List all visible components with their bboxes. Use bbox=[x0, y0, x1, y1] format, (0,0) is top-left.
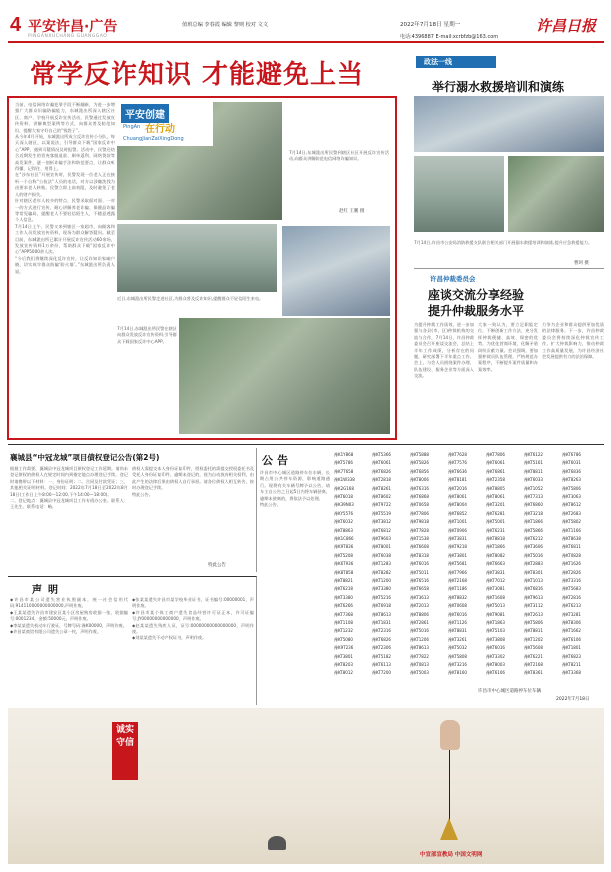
notice-announce-text: 许昌市中心城区道路停车位车辆，长期占用公共停车资源，影响道路通行。现将有关车辆号牌予以公告，请车主自公告之日起5日内将车辆驶离，逾期未驶离的，将依法予以处理。 特此公告。 bbox=[260, 470, 330, 508]
plate-entry: 豫KT3281 bbox=[562, 611, 581, 617]
notice-xiangcheng bbox=[8, 448, 257, 572]
ad-thread bbox=[449, 750, 450, 820]
plate-entry: 豫KT3808 bbox=[486, 636, 505, 642]
paper-name: 许昌日报 bbox=[536, 17, 597, 35]
editors-line: 值班总编 李春霞 编辑 黎则 校对 文文 bbox=[182, 22, 269, 28]
plate-entry: 豫KT1052 bbox=[524, 485, 543, 491]
badge-box bbox=[117, 102, 213, 146]
plate-entry: 豫KT9818 bbox=[410, 519, 429, 525]
plate-entry: 豫KT6018 bbox=[334, 494, 353, 499]
photo-right bbox=[282, 226, 390, 316]
plate-entry: 豫KT6918 bbox=[372, 603, 391, 609]
plate-entry: 豫KT6516 bbox=[410, 578, 429, 583]
notice-xiangcheng-text-2: 债权人需提交本人身份证复印件，授权委托的需提交授权委托书及受托人身份证复印件。逾期未登记的，视为自动放弃相关权利，由此产生的法律后果由债权人自行承担。请各位债权人相互转告，按时办理登记手续。 特此公告。 bbox=[132, 466, 254, 497]
right-top-photo-3 bbox=[508, 156, 604, 232]
plate-entry: 豫KT8203 bbox=[334, 662, 353, 667]
plate-entry: 豫KT8318 bbox=[410, 552, 429, 558]
plate-entry: 豫KT7822 bbox=[410, 653, 429, 659]
plate-entry: 豫KT7806 bbox=[486, 452, 505, 457]
plate-entry: 豫K8T858 bbox=[334, 569, 354, 575]
plate-entry: 豫KT5016 bbox=[524, 552, 543, 558]
plate-entry: 豫KT5216 bbox=[372, 594, 391, 600]
plate-entry: 豫KT6032 bbox=[334, 519, 353, 525]
plate-entry: 豫KT6811 bbox=[562, 544, 581, 550]
plate-entry: 豫KT6608 bbox=[410, 544, 429, 550]
plate-entry: 豫KT6636 bbox=[448, 468, 467, 474]
notice-announce-foot-2: 2022年7月18日 bbox=[556, 697, 590, 702]
plate-entry: 豫KT6816 bbox=[524, 586, 543, 592]
plate-entry: 豫KT6868 bbox=[410, 494, 429, 499]
plate-entry: 豫KT8061 bbox=[448, 494, 467, 499]
notice-shengming-title: 声明 bbox=[32, 585, 64, 596]
plate-entry: 豫KT6061 bbox=[486, 460, 505, 466]
plate-entry: 豫KT6658 bbox=[410, 586, 429, 592]
plate-entry: 豫KT7828 bbox=[410, 527, 429, 533]
notice-announce-title: 公告 bbox=[262, 454, 292, 467]
plate-entry: 豫KT8003 bbox=[486, 662, 505, 667]
ad-weight-left bbox=[268, 836, 286, 850]
ad-slogan: 中宣部宣教局 中国文明网 bbox=[420, 852, 483, 858]
plate-entry: 豫KT3380 bbox=[334, 594, 353, 600]
plate-entry: 豫KT8831 bbox=[448, 628, 467, 634]
plate-entry: 豫KT6106 bbox=[486, 670, 505, 676]
plate-entry: 豫KT9603 bbox=[372, 536, 391, 541]
plate-entry: 豫KT7200 bbox=[372, 670, 391, 676]
plate-entry: 豫KT6212 bbox=[524, 536, 543, 541]
plate-entry: 豫KT6122 bbox=[524, 452, 543, 457]
plate-entry: 豫KT8160 bbox=[448, 670, 467, 676]
plate-entry: 豫KT3801 bbox=[448, 552, 467, 558]
plate-entry: 豫KT8612 bbox=[562, 502, 581, 508]
plate-entry: 豫KT5806 bbox=[562, 485, 581, 491]
plate-entry: 豫KT8082 bbox=[486, 552, 505, 558]
plate-entry: 豫KT8818 bbox=[486, 536, 505, 541]
plate-entry: 豫KY5576 bbox=[334, 510, 354, 516]
plate-entry: 豫KT5608 bbox=[524, 645, 543, 651]
plate-entry: 豫KT6033 bbox=[524, 477, 543, 483]
right-top-headline: 举行溺水救援培训和演练 bbox=[432, 80, 565, 94]
plate-entry: 豫KT2016 bbox=[448, 485, 467, 491]
plate-entry: 豫KT8806 bbox=[410, 611, 429, 617]
plate-entry: 豫KT3216 bbox=[448, 662, 467, 667]
plate-entry: 豫KT2816 bbox=[562, 594, 581, 600]
plate-entry: 豫KT6016 bbox=[486, 645, 505, 651]
plate-entry: 豫KT5182 bbox=[372, 653, 391, 659]
main-article-box bbox=[7, 96, 397, 440]
plate-entry: 豫K2G168 bbox=[334, 485, 354, 491]
plate-entry: 豫KT1200 bbox=[372, 578, 391, 583]
notice-announce-foot-1: 许昌市中心城区道路停车位车辆 bbox=[478, 689, 541, 694]
plate-entry: 豫KT1801 bbox=[562, 645, 581, 651]
plate-entry: 豫KT0608 bbox=[448, 603, 467, 609]
plate-entry: 豫KT1232 bbox=[334, 628, 353, 634]
right-top-label bbox=[416, 56, 496, 68]
plate-entry: 豫KT1126 bbox=[448, 620, 467, 625]
plate-entry: 豫KT1206 bbox=[410, 636, 429, 642]
plate-entry: 豫KT6106 bbox=[562, 636, 581, 642]
plate-entry: 豫KT5683 bbox=[562, 586, 581, 592]
plate-entry: 豫KT3302 bbox=[486, 653, 505, 659]
plate-entry: 豫KT3613 bbox=[410, 594, 429, 600]
plate-entry: 豫KT8061 bbox=[486, 494, 505, 499]
plate-entry: 豫KT8832 bbox=[448, 594, 467, 600]
plate-entry: 豫KT5681 bbox=[448, 561, 467, 567]
plate-entry: 豫KT3081 bbox=[486, 586, 505, 592]
plate-entry: 豫KT8004 bbox=[448, 502, 467, 508]
plate-entry: 豫KT5001 bbox=[486, 519, 505, 525]
plate-entry: 豫KT5826 bbox=[410, 460, 429, 466]
plate-entry: 豫KT2316 bbox=[372, 628, 391, 634]
plate-entry: 豫KT1866 bbox=[524, 519, 543, 525]
plate-entry: 豫KT8211 bbox=[562, 662, 581, 667]
plate-grid bbox=[334, 452, 604, 684]
plate-entry: 豫KT3201 bbox=[486, 502, 505, 508]
article-text-left: 当前，电信网络诈骗犯罪手段不断翻新，为进一步增强广大群众识骗防骗能力，东城派出所深入辖区社区、商户、学校开展反诈宣传活动，民警通过发放宣传资料、讲解典型案例等方式，向群众普及防范知识，提醒大家守好自己的“钱袋子”。 从今年4月开始，东城派出所成立反诈宣传小分队，每天深入辖区，以案说法，引导群众下载“国家反诈中心”APP，遇到可疑情况及时报警。活动中，民警还结合近期发生的冒充客服退款、刷单返利、网络贷款等高发案件，逐一剖析诈骗手法和防范要点，让群众听得懂、记得住、用得上。 在“沙东社区”开展宣传时，民警发现一位老人正在接听一个自称“公检法”人员的电话，对方以涉嫌洗钱为由要求老人转账。民警立即上前劝阻，及时避免了老人的财产损失。 针对辖区老年人较多的特点，民警采取面对面、一对一的方式进行宣传，耐心讲解养老诈骗、保健品诈骗等常见骗局，提醒老人不要轻信陌生人，不随意透露个人信息。 7月14日上午，民警又来到辖区一家超市，向顾客和工作人员发放宣传资料，现场为群众解答疑问。截至目前，东城派出所已累计开展反诈宣传活动60余场，发放宣传资料1万余份，帮助群众下载“国家反诈中心”APP5000余人次。 “今后我们将继续深化反诈宣传，让反诈知识家喻户晓，切实筑牢群众防骗‘防火墙’。”东城派出所负责人说。 bbox=[15, 102, 115, 274]
plate-entry: 豫KT1863 bbox=[486, 620, 505, 625]
plate-entry: 豫KT2306 bbox=[372, 645, 391, 651]
plate-entry: 豫KT3380 bbox=[372, 586, 391, 592]
caption-1: 7月14日,东城派出所民警到辖区社区开展反诈宣传活动,向群众讲解防范电信网络诈骗知识。 bbox=[289, 150, 389, 162]
plate-entry: 豫KT6221 bbox=[524, 653, 543, 659]
plate-entry: 豫KT6038 bbox=[372, 552, 391, 558]
plate-entry: 豫KT5888 bbox=[410, 452, 429, 457]
plate-entry: 豫KT5519 bbox=[372, 510, 391, 516]
plate-entry: 豫KT6861 bbox=[486, 468, 505, 474]
plate-entry: 豫KT8263 bbox=[562, 477, 581, 483]
plate-entry: 豫KT5806 bbox=[524, 620, 543, 625]
plate-entry: 豫KT3606 bbox=[524, 544, 543, 550]
notice-xiangcheng-text-1: 根据工作需要，襄城县中冠龙城项目债权登记工作延期。请尚未登记债权的债权人在规定时间内到指定地点办理登记手续。登记时请携带以下材料：一、身份证明；二、合同及付款凭证；三、其他相关证明材料。登记时间：2022年7月18日至2022年8月18日(工作日上午8:00—12:00,下午14:00—18:00)。 二、登记地点：襄城县中冠龙城项目工作专班办公室。联系人：王先生。联系电话：略。 bbox=[10, 466, 128, 510]
plate-entry: 豫K1Y868 bbox=[334, 452, 354, 457]
hand-illustration bbox=[440, 720, 460, 750]
plate-entry: 豫KT2861 bbox=[410, 620, 429, 625]
right-top-photo-1 bbox=[414, 96, 604, 152]
notice-xiangcheng-tail: 特此公告 bbox=[208, 563, 226, 568]
plate-entry: 豫KT5013 bbox=[486, 603, 505, 609]
plate-entry: 豫KT8638 bbox=[562, 536, 581, 541]
plate-entry: 豫KT8821 bbox=[334, 578, 353, 583]
plate-entry: 豫KT6266 bbox=[334, 603, 353, 609]
right-mid-headline-1: 座谈交流分享经验 bbox=[428, 288, 525, 302]
plate-entry: 豫KT1001 bbox=[448, 519, 467, 525]
plate-entry: 豫KT8001 bbox=[372, 544, 391, 550]
plate-entry: 豫KT8613 bbox=[410, 645, 429, 651]
section-pinyin: PINGANXUCHANG GUANGGAO bbox=[28, 34, 108, 39]
plate-entry: 豫KT8301 bbox=[524, 569, 543, 575]
plate-entry: 豫KT6016 bbox=[410, 561, 429, 567]
badge-pinyin: ChuangJianZaiXingDong bbox=[123, 136, 184, 142]
section-title: 平安许昌·广告 bbox=[28, 19, 118, 35]
byline: 赵红 王鹏 摄 bbox=[339, 209, 365, 214]
plate-entry: 豫KT0828 bbox=[562, 552, 581, 558]
plate-entry: 豫KT9613 bbox=[524, 594, 543, 600]
plate-entry: 豫KT5003 bbox=[410, 670, 429, 676]
plate-entry: 豫KT1186 bbox=[448, 586, 467, 592]
plate-entry: 豫KT1626 bbox=[562, 561, 581, 567]
plate-entry: 豫KT2358 bbox=[486, 477, 505, 483]
plate-entry: 豫KT9722 bbox=[372, 502, 391, 508]
plate-entry: 豫KT5032 bbox=[448, 645, 467, 651]
badge-sub: 在行动 bbox=[145, 124, 175, 135]
plate-entry: 豫KT7368 bbox=[334, 611, 353, 617]
plate-entry: 豫KT5103 bbox=[486, 628, 505, 634]
plate-entry: 豫KT5011 bbox=[410, 569, 429, 575]
plate-entry: 豫KT1202 bbox=[524, 636, 543, 642]
plate-entry: 豫KT2613 bbox=[524, 611, 543, 617]
plate-entry: 豫KT6281 bbox=[486, 510, 505, 516]
plate-entry: 豫KT1283 bbox=[372, 561, 391, 567]
notice-shengming-text-1: ◆许昌市某公司遗失营业执照副本，统一社会信用代码:914110000000000000,声明作废。 ◆王某某遗失许昌市建安区某小区房屋购房收据一张，收据编号:0001234，金额:50000元，声明作废。 ◆李某某遗失机动车行驶证，号牌号码:豫K00000，声明作废。 ◆许昌某商贸有限公司遗失公章一枚，声明作废。 bbox=[10, 597, 128, 635]
plate-entry: 豫KT0658 bbox=[410, 502, 429, 508]
plate-entry: 豫K9T836 bbox=[334, 544, 354, 550]
plate-entry: 豫KT6663 bbox=[486, 561, 505, 567]
plate-entry: 豫KT8306 bbox=[562, 620, 581, 625]
plate-entry: 豫KT0906 bbox=[448, 527, 467, 533]
plate-entry: 豫KT2168 bbox=[448, 578, 467, 583]
right-mid-kicker: 许昌仲裁委员会 bbox=[430, 275, 476, 283]
plate-entry: 豫KT1866 bbox=[486, 544, 505, 550]
right-top-byline: 曹珂 摄 bbox=[574, 261, 589, 266]
plate-entry: 豫KT1608 bbox=[486, 594, 505, 600]
plate-entry: 豫KT3261 bbox=[448, 636, 467, 642]
plate-entry: 豫KT8805 bbox=[486, 485, 505, 491]
plate-entry: 豫KT8602 bbox=[372, 494, 391, 499]
plate-entry: 豫K1C866 bbox=[334, 536, 354, 541]
plate-entry: 豫KT8181 bbox=[448, 477, 467, 483]
plate-entry: 豫KT3801 bbox=[334, 653, 353, 659]
plate-entry: 豫K1W338 bbox=[334, 477, 355, 483]
plate-entry: 豫KT1538 bbox=[410, 536, 429, 541]
plate-entry: 豫KT2826 bbox=[562, 569, 581, 575]
plate-entry: 豫KT1013 bbox=[524, 578, 543, 583]
ad-weight-right bbox=[440, 818, 458, 840]
public-ad bbox=[8, 708, 604, 864]
right-mid-divider bbox=[414, 268, 604, 269]
plate-entry: 豫KT5016 bbox=[410, 628, 429, 634]
plate-entry: 豫KT0813 bbox=[410, 662, 429, 667]
plate-entry: 豫KT3812 bbox=[372, 519, 391, 525]
plate-entry: 豫KT6218 bbox=[334, 586, 353, 592]
plate-entry: 豫KT6852 bbox=[448, 510, 467, 516]
plate-entry: 豫KT2168 bbox=[524, 662, 543, 667]
notice-xiangcheng-title: 襄城县“中冠龙城”项目债权登记公告(第2号) bbox=[10, 453, 160, 462]
plate-entry: 豫K9T236 bbox=[334, 645, 354, 651]
plate-entry: 豫KT5208 bbox=[334, 552, 353, 558]
plate-entry: 豫KT3831 bbox=[486, 569, 505, 575]
plate-entry: 豫KT3831 bbox=[448, 536, 467, 541]
photo-middle bbox=[117, 224, 277, 292]
plate-entry: 豫KT2818 bbox=[372, 477, 391, 483]
badge-pinyin-left: PingAn bbox=[123, 124, 141, 130]
issue-date: 2022年7月18日 星期一 bbox=[400, 22, 461, 28]
plate-entry: 豫KT8282 bbox=[372, 569, 391, 575]
caption-2: 近日,东城派出所民警走进社区,为群众普及反诈知识,提醒群众不轻信陌生来电。 bbox=[117, 296, 264, 301]
plate-entry: 豫KT6826 bbox=[372, 636, 391, 642]
right-mid-text-3: 力争为企业和群众提供更加优质的法律服务。下一步，许昌仲裁委员会将持续深化仲裁宣传工作，扩大仲裁影响力，推动仲裁工作高质量发展，为许昌经济社会发展提供有力的法治保障。 bbox=[542, 322, 604, 360]
plate-entry: 豫KT3316 bbox=[562, 578, 581, 583]
plate-entry: 豫KT6016 bbox=[448, 611, 467, 617]
plate-entry: 豫KT6812 bbox=[372, 527, 391, 533]
plate-entry: 豫KT6860 bbox=[524, 502, 543, 508]
plate-entry: 豫KT8261 bbox=[372, 485, 391, 491]
masthead-rule bbox=[8, 41, 604, 43]
plate-entry: 豫KT6826 bbox=[372, 468, 391, 474]
plate-entry: 豫KT1166 bbox=[562, 527, 581, 533]
plate-entry: 豫KT3368 bbox=[562, 670, 581, 676]
right-top-label-text: 政法一线 bbox=[424, 58, 452, 66]
plate-entry: 豫KT3063 bbox=[562, 494, 581, 499]
plate-entry: 豫KT6213 bbox=[562, 603, 581, 609]
plate-entry: 豫KT1831 bbox=[372, 620, 391, 625]
plate-entry: 豫KT8811 bbox=[524, 628, 543, 634]
main-headline: 常学反诈知识 才能避免上当 bbox=[30, 60, 365, 90]
plate-entry: 豫KT5808 bbox=[448, 653, 467, 659]
ad-vertical-text bbox=[116, 724, 134, 750]
plate-entry: 豫KT6823 bbox=[562, 653, 581, 659]
right-mid-text-2: 大家一致认为，要立足职能定位，不断创新工作方法，充分发挥仲裁便捷、高效、保密的优势，为优化营商环境、化解矛盾纠纷贡献力量。会议强调，要加强仲裁员队伍管理，严格规范办案程序，不断提升案件质量和办案效率。 bbox=[478, 322, 538, 372]
plate-entry: 豫K7T658 bbox=[334, 468, 354, 474]
plate-entry: 豫KT8811 bbox=[524, 468, 543, 474]
contact-line: 电话:4396887 E-mail:xcrbfzb@163.com bbox=[400, 34, 499, 40]
plate-entry: 豫KT7966 bbox=[448, 569, 467, 575]
plate-entry: 豫KT7012 bbox=[486, 578, 505, 583]
plate-entry: 豫KT6316 bbox=[410, 485, 429, 491]
plate-entry: 豫KT6031 bbox=[562, 460, 581, 466]
masthead bbox=[0, 0, 611, 40]
plate-entry: 豫KT6786 bbox=[562, 452, 581, 457]
plate-entry: 豫KT6061 bbox=[372, 460, 391, 466]
plate-entry: 豫KT9081 bbox=[486, 611, 505, 617]
plate-entry: 豫KT1108 bbox=[334, 620, 353, 625]
right-top-caption: 7月14日,许昌市公安局消防救援支队联合相关部门开展溺水救援培训和演练,提升应急救援能力。 bbox=[414, 240, 593, 245]
plate-entry: 豫KT2683 bbox=[562, 510, 581, 516]
plate-entry: 豫KT6231 bbox=[486, 527, 505, 533]
plate-entry: 豫K6T936 bbox=[334, 561, 354, 567]
plate-entry: 豫KT7576 bbox=[448, 460, 467, 466]
right-mid-text-1: 为提升仲裁工作质效，进一步加强与各县(市、区)仲裁机构的交流与合作，7月14日，许昌仲裁委员会召开座谈交流会，总结上半年工作成绩，分析存在的问题，研究部署下半年重点工作。会上，与会人员围绕案件办理、队伍建设、服务企业等方面深入交流。 bbox=[414, 322, 474, 379]
plate-entry: 豫KT7628 bbox=[448, 452, 467, 457]
right-top-photo-2 bbox=[414, 156, 504, 232]
plate-entry: 豫KT7806 bbox=[410, 510, 429, 516]
plate-entry: 豫KT5366 bbox=[372, 452, 391, 457]
photo-bottom bbox=[179, 318, 390, 434]
section-divider bbox=[8, 444, 604, 445]
plate-entry: 豫KT3218 bbox=[524, 510, 543, 516]
notice-shengming bbox=[8, 576, 257, 705]
notice-announce bbox=[258, 448, 604, 706]
plate-entry: 豫KT5786 bbox=[334, 460, 353, 466]
plate-entry: 豫KT3112 bbox=[524, 603, 543, 609]
plate-entry: 豫KT8006 bbox=[410, 477, 429, 483]
plate-entry: 豫KT8012 bbox=[334, 670, 353, 676]
plate-entry: 豫KT9218 bbox=[448, 544, 467, 550]
page-number: 4 bbox=[10, 14, 22, 36]
ad-vertical-text-label: 诚实守信 bbox=[116, 725, 135, 748]
plate-entry: 豫KT6836 bbox=[562, 468, 581, 474]
plate-entry: 豫KT5802 bbox=[562, 519, 581, 525]
plate-entry: 豫KT1662 bbox=[562, 628, 581, 634]
plate-entry: 豫KT8613 bbox=[372, 611, 391, 617]
plate-entry: 豫KT2883 bbox=[524, 561, 543, 567]
plate-entry: 豫KT5161 bbox=[524, 460, 543, 466]
plate-entry: 豫K39N03 bbox=[334, 502, 354, 508]
plate-entry: 豫KT6113 bbox=[372, 662, 391, 667]
plate-entry: 豫KT5080 bbox=[334, 636, 353, 642]
plate-entry: 豫KT5866 bbox=[524, 527, 543, 533]
plate-entry: 豫KT7313 bbox=[524, 494, 543, 499]
plate-entry: 豫KT8361 bbox=[524, 670, 543, 676]
notice-shengming-text-2: ◆张某某遗失许昌市某学校毕业证书，证书编号:00000001，声明作废。 ◆许昌市某个体工商户遗失食品经营许可证正本，许可证编号:JY00000000000000，声明作废。 ◆赵某某遗失残疾人证，证号:00000000000000000，声明作废。 ◆刘某某遗失不动产权证书，声明作废。 bbox=[132, 597, 254, 641]
badge-title: 平安创建 bbox=[121, 104, 169, 123]
caption-3: 7月14日,东城派出所民警在辖区向群众发放反诈宣传资料,引导群众下载国家反诈中心APP。 bbox=[117, 326, 177, 344]
plate-entry: 豫KT8863 bbox=[334, 527, 353, 533]
plate-entry: 豫KT6856 bbox=[410, 468, 429, 474]
right-mid-headline-2: 提升仲裁服务水平 bbox=[428, 304, 525, 318]
plate-entry: 豫KT2013 bbox=[410, 603, 429, 609]
